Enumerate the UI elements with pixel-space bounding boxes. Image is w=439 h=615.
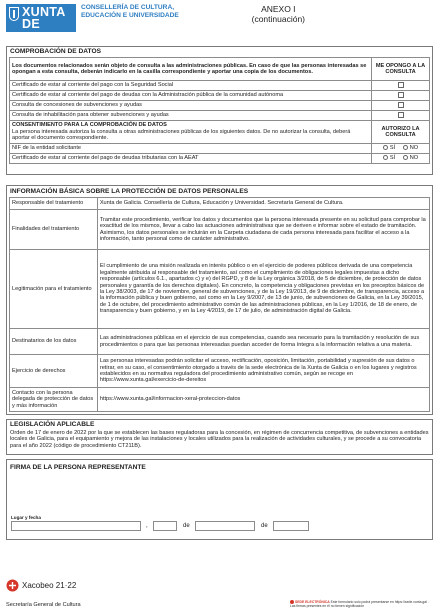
xacobeo-icon (6, 579, 19, 592)
comprobacion-intro: Los documentos relacionados serán objeto de consulta a las administraciones públicas. En caso de que las personas interesadas se opongan a esta consulta, deberán indicarlo en la casilla correspondiente y aportar una copia de los documentos. (10, 58, 372, 81)
table-row (10, 101, 430, 111)
xacobeo-text: Xacobeo 21·22 (22, 581, 77, 590)
proteccion-title: INFORMACIÓN BÁSICA SOBRE LA PROTECCIÓN DE DATOS PERSONALES (10, 188, 249, 195)
proteccion-label: Contacto con la persona delegada de protección de datos y más información (10, 388, 98, 412)
table-row (10, 198, 430, 210)
comprobacion-title: COMPROBACIÓN DE DATOS (10, 48, 101, 55)
radio-nif-no[interactable] (403, 145, 408, 150)
oppose-checkbox-deudas-ca[interactable] (398, 92, 404, 98)
radio-aeat-no[interactable] (403, 155, 408, 160)
proteccion-section (6, 185, 433, 415)
no-label: NO (409, 145, 419, 152)
place-date-label: Lugar y fecha (11, 515, 41, 520)
proteccion-label: Responsable del tratamiento (10, 198, 98, 210)
oppose-checkbox-inhabilitacion[interactable] (398, 112, 404, 118)
firma-title: FIRMA DE LA PERSONA REPRESENTANTE (10, 464, 146, 471)
proteccion-label: Legitimación para el tratamiento (10, 250, 98, 329)
table-row (10, 154, 430, 164)
proteccion-link[interactable]: https://www.xunta.gal/informacion-xeral-proteccion-datos (97, 388, 429, 412)
month-input[interactable] (195, 521, 255, 531)
consent-row (10, 121, 430, 144)
oppose-header: ME OPONGO A LA CONSULTA (372, 58, 430, 81)
proteccion-label: Ejercicio de derechos (10, 355, 98, 388)
oppose-checkbox-seguridad-social[interactable] (398, 82, 404, 88)
de-label-1: de (183, 523, 190, 529)
radio-nif-yes[interactable] (383, 145, 388, 150)
consellaria-name: CONSELLERÍA DE CULTURA, EDUCACIÓN E UNIVERSIDADE (81, 4, 179, 19)
doc-row-label: Consulta de concesiones de subvenciones y ayudas (10, 101, 372, 111)
comma-separator: , (146, 523, 148, 529)
proteccion-text: Las personas interesadas podrán solicitar el acceso, rectificación, oposición, limitación, portabilidad y supresión de sus datos o retirar, en su caso, el consentimiento otorgado a través de la sede electrónica de la Xunta de Galicia o en los lugares y registros establecidos en su normativa reguladora del procedimiento administrativo común, según se recoge en https://www.xunta.gal/exercicio-de-dereitos (97, 355, 429, 388)
legislacion-text: Orden de 17 de enero de 2022 por la que se establecen las bases reguladoras para la concesión, en régimen de concurrencia competitiva, de subvenciones a entidades locales de Galicia, para el equipamiento y mejora de las instalaciones y locales utilizados para la realización de actividades culturales, y se procede a su convocatoria para el año 2022 (código de procedimiento CT211B). (10, 430, 429, 449)
sede-label: SEDE ELECTRÓNICA (295, 600, 330, 604)
table-row (10, 210, 430, 250)
secretaria-label: Secretaría General de Cultura (6, 602, 81, 608)
table-row (10, 329, 430, 355)
no-label: NO (409, 155, 419, 162)
table-row (10, 250, 430, 329)
oppose-checkbox-concesiones[interactable] (398, 102, 404, 108)
sede-text: Este formulario solo podrá presentarse en https://sede.xunta.gal . Las firmas presentes en él no tienen significación (290, 600, 429, 609)
comprobacion-section (6, 46, 433, 175)
proteccion-label: Destinatarios de los datos (10, 329, 98, 355)
year-input[interactable] (273, 521, 309, 531)
proteccion-text: Xunta de Galicia. Consellería de Cultura, Educación y Universidad. Secretaría General de Cultura. (97, 198, 429, 210)
consent-row-label: NIF de la entidad solicitante (10, 144, 372, 154)
doc-row-label: Certificado de estar al corriente del pago con la Seguridad Social (10, 81, 372, 91)
table-row (10, 111, 430, 121)
page-header (6, 4, 433, 44)
table-row (10, 91, 430, 101)
logo-line-1: XUNTA (22, 5, 66, 19)
consent-text: La persona interesada autoriza la consulta a otras administraciones públicas de los siguientes datos. De no autorizar la consulta, deberá aportar el documento correspondiente. (12, 128, 351, 142)
table-row (10, 388, 430, 412)
table-row (10, 355, 430, 388)
proteccion-table (9, 197, 430, 412)
comprobacion-intro-row (10, 58, 430, 81)
anexo-title: ANEXO I (261, 4, 296, 14)
proteccion-text: Las administraciones públicas en el ejercicio de sus competencias, cuando sea necesario para la tramitación y resolución de sus procedimientos o para que las personas interesadas puedan acceder de forma íntegra a la información relativa a una materia. (97, 329, 429, 355)
yes-label: SÍ (389, 145, 396, 152)
doc-row-label: Consulta de inhabilitación para obtener subvenciones y ayudas (10, 111, 372, 121)
table-row (10, 81, 430, 91)
consent-row-label: Certificado de estar al corriente del pago de deudas tributarias con la AEAT (10, 154, 372, 164)
doc-row-label: Certificado de estar al corriente del pago de deudas con la Administración pública de la comunidad autónoma (10, 91, 372, 101)
proteccion-text: Tramitar este procedimiento, verificar los datos y documentos que la persona interesada presente en su solicitud para comprobar la exactitud de los mismos, llevar a cabo las actuaciones administrativas que se deriven e informar sobre el estado de tramitación. Asimismo, los datos personales se incluirán en la Carpeta ciudadana de cada persona interesada para facilitar el acceso a la información, tanto personal como de carácter administrativo. (97, 210, 429, 250)
sede-notice (290, 600, 435, 608)
yes-label: SÍ (389, 155, 396, 162)
coat-of-arms-icon (9, 7, 19, 21)
de-label-2: de (261, 523, 268, 529)
comprobacion-table (9, 57, 430, 164)
authorize-header: AUTORIZO LA CONSULTA (372, 121, 430, 144)
place-input[interactable] (11, 521, 141, 531)
proteccion-text: El cumplimiento de una misión realizada en interés público o en el ejercicio de poderes públicos derivada de una competencia legalmente atribuida al responsable del tratamiento, así como el cumplimiento de obligaciones legales impuestas a dicho responsable (artículos 6.1., apartados c) y e) del RGPD, y 8 de la Ley orgánica 3/2018, de 5 de diciembre, de protección de datos personales y garantía de los derechos digitales). En concreto, la competencia y obligaciones previstas en los preceptos básicos de la Ley 38/2003, de 17 de noviembre, general de subvenciones, y de la Ley 19/2013, de 9 de diciembre, de transparencia, acceso a la información pública y buen gobierno, así como en la Ley 9/2007, de 13 de junio, de subvenciones de Galicia, en la Ley 39/2015, de 1 de octubre, del procedimiento administrativo común de las administraciones públicas, en la Ley 1/2016, de 18 de enero, de transparencia y buen gobierno, y en la Ley 4/2019, de 17 de julio, de administración digital de Galicia. (97, 250, 429, 329)
legislacion-section (6, 419, 433, 455)
radio-aeat-yes[interactable] (383, 155, 388, 160)
proteccion-label: Finalidades del tratamiento (10, 210, 98, 250)
consent-title: CONSENTIMIENTO PARA LA COMPROBACIÓN DE DATOS (12, 122, 167, 129)
anexo-subtitle: (continuación) (251, 14, 305, 24)
legislacion-title: LEGISLACIÓN APLICABLE (10, 421, 95, 428)
day-input[interactable] (153, 521, 177, 531)
table-row (10, 144, 430, 154)
logo-line-2: DE GALICIA (22, 17, 76, 44)
anexo-heading (252, 4, 305, 24)
xunta-logo (6, 4, 76, 44)
xacobeo-logo (6, 579, 96, 593)
firma-section (6, 459, 433, 540)
